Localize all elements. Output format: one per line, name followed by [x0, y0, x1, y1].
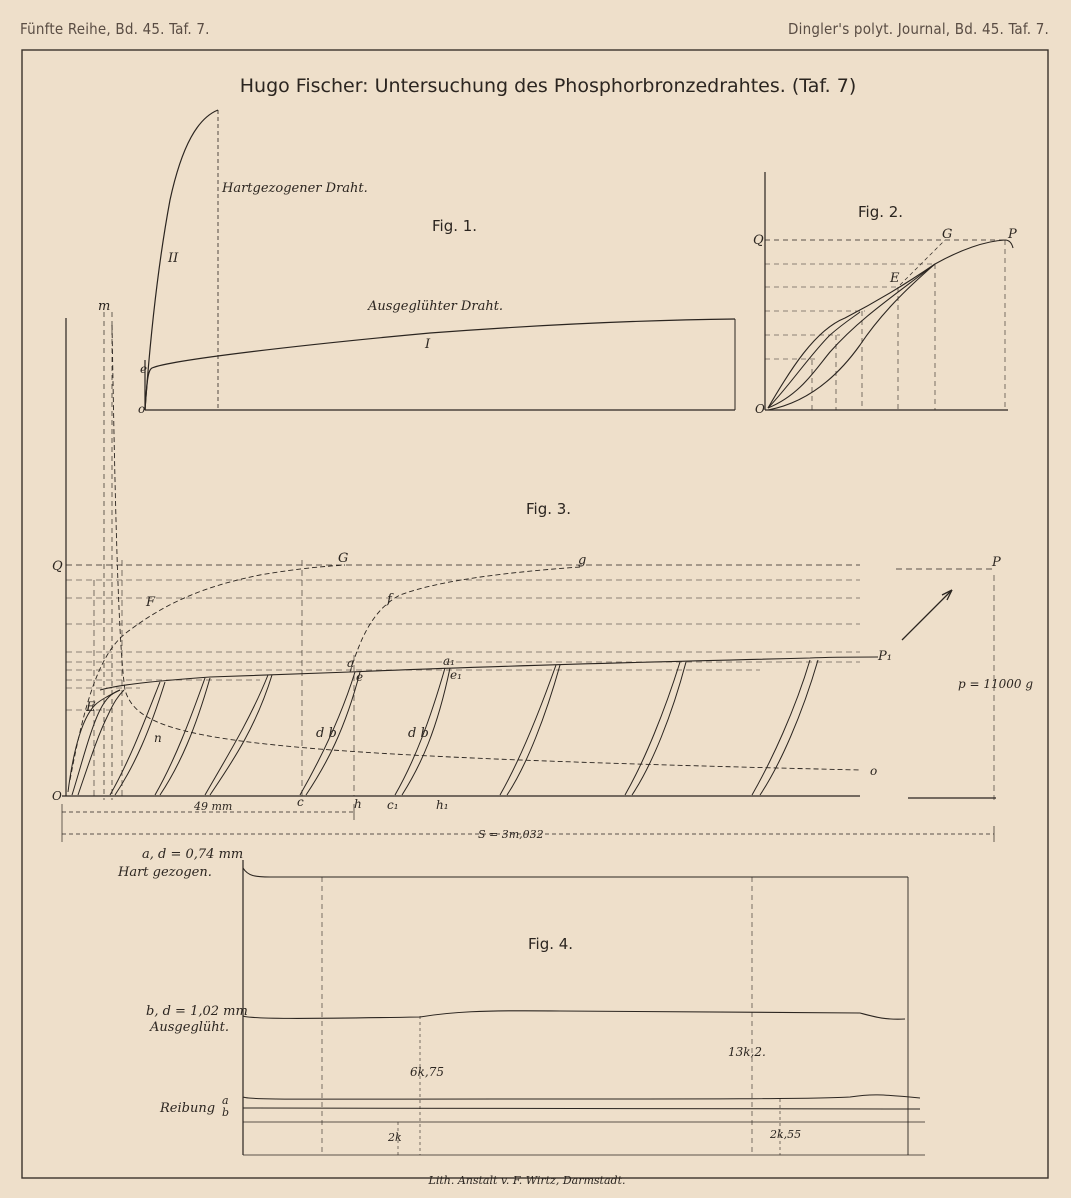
- fig2-curve-top: [935, 240, 1013, 264]
- fig4-val-2k: 2k: [388, 1131, 402, 1144]
- fig2-curve-mid: [768, 264, 935, 408]
- fig4: [243, 860, 925, 1155]
- fig2-p-label: P: [1008, 227, 1017, 242]
- fig3-q-label: Q: [52, 559, 63, 574]
- fig4-val-6: 6k,75: [410, 1065, 444, 1079]
- fig3-dim-49-label: 49 mm: [194, 800, 233, 813]
- fig3-e1-label: e₁: [450, 668, 462, 682]
- fig4-reibung-label: Reibung: [160, 1101, 216, 1116]
- fig3-g-lower: g: [578, 553, 587, 568]
- fig2-o-label: O: [755, 402, 765, 416]
- fig3-arrow: [902, 590, 952, 640]
- fig1-m-label: m: [98, 299, 111, 314]
- fig1-hard-label: Hartgezogener Draht.: [222, 181, 368, 196]
- fig3-loop-8: [752, 660, 818, 795]
- fig3-dim-s-label: S = 3m,032: [478, 828, 544, 841]
- fig3-h-label: h: [354, 797, 362, 811]
- fig1-e-label: e: [140, 362, 148, 376]
- fig3-loop-0c: [78, 690, 124, 795]
- fig3-e-upper: E: [86, 700, 96, 715]
- fig1-annealed-label: Ausgeglühter Draht.: [368, 299, 504, 314]
- fig3-e-lower: e: [356, 670, 364, 684]
- fig4-val-13: 13k,2.: [728, 1045, 766, 1059]
- fig1-label: Fig. 1.: [432, 217, 478, 235]
- fig4-reibung-b: [243, 1108, 920, 1109]
- fig2-curve-upper: [768, 264, 935, 408]
- fig3-h1-label: h₁: [436, 798, 449, 812]
- header-right: Dingler's polyt. Journal, Bd. 45. Taf. 7.: [788, 20, 1049, 38]
- fig3-p-label: P: [992, 555, 1001, 570]
- fig4-reibung-a-label: a: [222, 1094, 229, 1107]
- fig4-wire-b-line2: Ausgeglüht.: [150, 1020, 230, 1035]
- fig2-curve-lower: [768, 264, 935, 410]
- fig3-n-label: n: [154, 731, 162, 745]
- fig3-loop-3: [205, 675, 272, 795]
- fig4-val-2k55: 2k,55: [770, 1128, 802, 1141]
- fig1-curve-ii: [145, 110, 218, 410]
- plate-title: Hugo Fischer: Untersuchung des Phosphorbronzedrahtes. (Taf. 7): [239, 75, 857, 97]
- fig3-loop-2: [155, 678, 210, 795]
- fig3-p1-label: P₁: [878, 649, 892, 664]
- fig2-e-label: E: [890, 271, 900, 286]
- fig4-curve-b: [243, 1011, 905, 1019]
- header-left: Fünfte Reihe, Bd. 45. Taf. 7.: [20, 20, 210, 38]
- fig1-roman-ii: II: [168, 251, 179, 266]
- fig2-label: Fig. 2.: [858, 203, 904, 221]
- fig3: [62, 318, 996, 842]
- fig2-q-label: Q: [753, 233, 764, 248]
- fig3-o-left: O: [52, 789, 62, 803]
- fig1-curve-i: [145, 319, 735, 410]
- fig3-db1-label: d b: [408, 726, 429, 741]
- fig3-g-upper: G: [338, 551, 349, 566]
- fig3-loop-6: [500, 665, 560, 795]
- fig3-a-label: a: [347, 656, 355, 670]
- fig3-loop-7: [625, 662, 686, 795]
- fig3-a1-label: a₁: [443, 654, 455, 668]
- fig3-c-label: c: [297, 795, 304, 809]
- fig4-reibung-a: [243, 1095, 920, 1099]
- fig4-curve-a: [243, 868, 908, 877]
- fig3-f-upper: F: [146, 595, 156, 610]
- fig3-curve-no: [112, 325, 860, 770]
- fig2-curve-inner: [768, 312, 860, 408]
- fig1-roman-i: I: [425, 337, 431, 352]
- fig1-o-label: o: [138, 402, 146, 416]
- fig3-c1-label: c₁: [387, 798, 399, 812]
- fig4-wire-a-line2: Hart gezogen.: [118, 865, 212, 880]
- fig3-o-right: o: [870, 764, 878, 778]
- fig3-curve-fg-lower: [350, 567, 580, 672]
- fig4-reibung-b-label: b: [222, 1106, 230, 1119]
- imprint: Lith. Anstalt v. F. Wirtz, Darmstadt.: [428, 1174, 626, 1187]
- fig4-label: Fig. 4.: [528, 935, 574, 953]
- fig4-wire-a-line1: a, d = 0,74 mm: [142, 847, 244, 862]
- fig2-g-label: G: [942, 227, 953, 242]
- fig3-force-label: p = 11000 g: [958, 677, 1034, 691]
- fig3-f-lower: f: [387, 592, 392, 607]
- fig3-label: Fig. 3.: [526, 500, 572, 518]
- fig3-db-label: d b: [316, 726, 337, 741]
- fig4-wire-b-line1: b, d = 1,02 mm: [146, 1004, 248, 1019]
